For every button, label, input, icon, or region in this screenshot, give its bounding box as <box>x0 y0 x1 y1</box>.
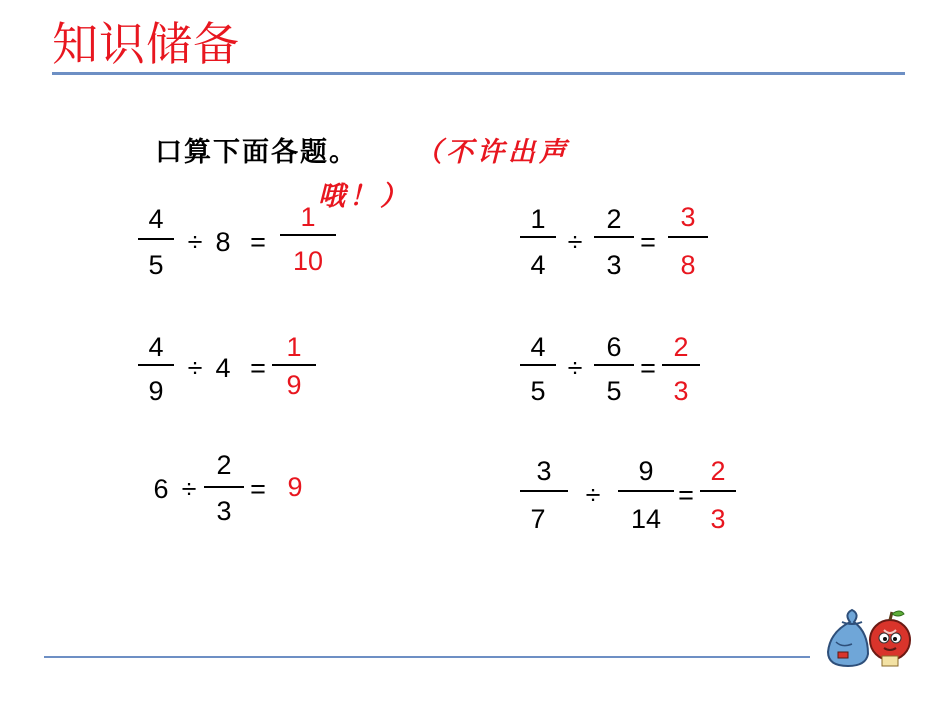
footer-divider <box>44 656 810 658</box>
fraction-bar <box>280 234 336 236</box>
header-divider <box>52 72 905 75</box>
fraction-bar <box>272 364 316 366</box>
equals-sign: = <box>678 480 694 510</box>
divide-sign: ÷ <box>585 480 601 510</box>
divisor-denominator: 5 <box>606 376 622 406</box>
dividend-denominator: 4 <box>530 250 546 280</box>
equals-sign: = <box>640 227 656 257</box>
divisor: 4 <box>215 353 231 383</box>
dividend-denominator: 9 <box>148 376 164 406</box>
page-title: 知识储备 <box>52 17 240 71</box>
divisor-numerator: 2 <box>606 204 622 234</box>
answer-denominator: 3 <box>710 504 726 534</box>
answer-denominator: 10 <box>292 246 324 276</box>
answer-denominator: 8 <box>680 250 696 280</box>
fraction-bar <box>594 364 634 366</box>
note-line-1: （不许出声 <box>415 137 570 168</box>
fraction-bar <box>520 490 568 492</box>
divisor-numerator: 2 <box>216 450 232 480</box>
divide-sign: ÷ <box>567 227 583 257</box>
fraction-bar <box>520 236 556 238</box>
fraction-bar <box>138 364 174 366</box>
fraction-bar <box>594 236 634 238</box>
divisor-denominator: 3 <box>606 250 622 280</box>
divisor-numerator: 9 <box>638 456 654 486</box>
fraction-bar <box>668 236 708 238</box>
fraction-bar <box>700 490 736 492</box>
answer-numerator: 2 <box>673 332 689 362</box>
dividend-numerator: 3 <box>536 456 552 486</box>
answer-denominator: 3 <box>673 376 689 406</box>
fraction-bar <box>520 364 556 366</box>
answer: 9 <box>287 472 303 502</box>
divide-sign: ÷ <box>181 474 197 504</box>
dividend-numerator: 4 <box>148 332 164 362</box>
divide-sign: ÷ <box>187 353 203 383</box>
answer-numerator: 2 <box>710 456 726 486</box>
equals-sign: = <box>250 353 266 383</box>
answer-numerator: 3 <box>680 202 696 232</box>
dividend-denominator: 5 <box>530 376 546 406</box>
answer-numerator: 1 <box>300 202 316 232</box>
equals-sign: = <box>250 474 266 504</box>
fraction-bar <box>662 364 700 366</box>
divide-sign: ÷ <box>187 227 203 257</box>
fraction-bar <box>138 238 174 240</box>
equals-sign: = <box>640 353 656 383</box>
dividend-numerator: 1 <box>530 204 546 234</box>
note-line-2: 哦！） <box>318 181 411 212</box>
divisor-denominator: 3 <box>216 496 232 526</box>
money-bag-and-apple-icon <box>822 600 918 670</box>
dividend-denominator: 7 <box>530 504 546 534</box>
divisor-denominator: 14 <box>630 504 662 534</box>
divide-sign: ÷ <box>567 353 583 383</box>
divisor-numerator: 6 <box>606 332 622 362</box>
dividend-numerator: 4 <box>530 332 546 362</box>
answer-denominator: 9 <box>286 370 302 400</box>
dividend-denominator: 5 <box>148 250 164 280</box>
dividend-numerator: 4 <box>148 204 164 234</box>
equals-sign: = <box>250 227 266 257</box>
fraction-bar <box>618 490 674 492</box>
dividend: 6 <box>153 474 169 504</box>
instruction: 口算下面各题。 <box>155 137 358 168</box>
fraction-bar <box>204 486 244 488</box>
divisor: 8 <box>215 227 231 257</box>
answer-numerator: 1 <box>286 332 302 362</box>
